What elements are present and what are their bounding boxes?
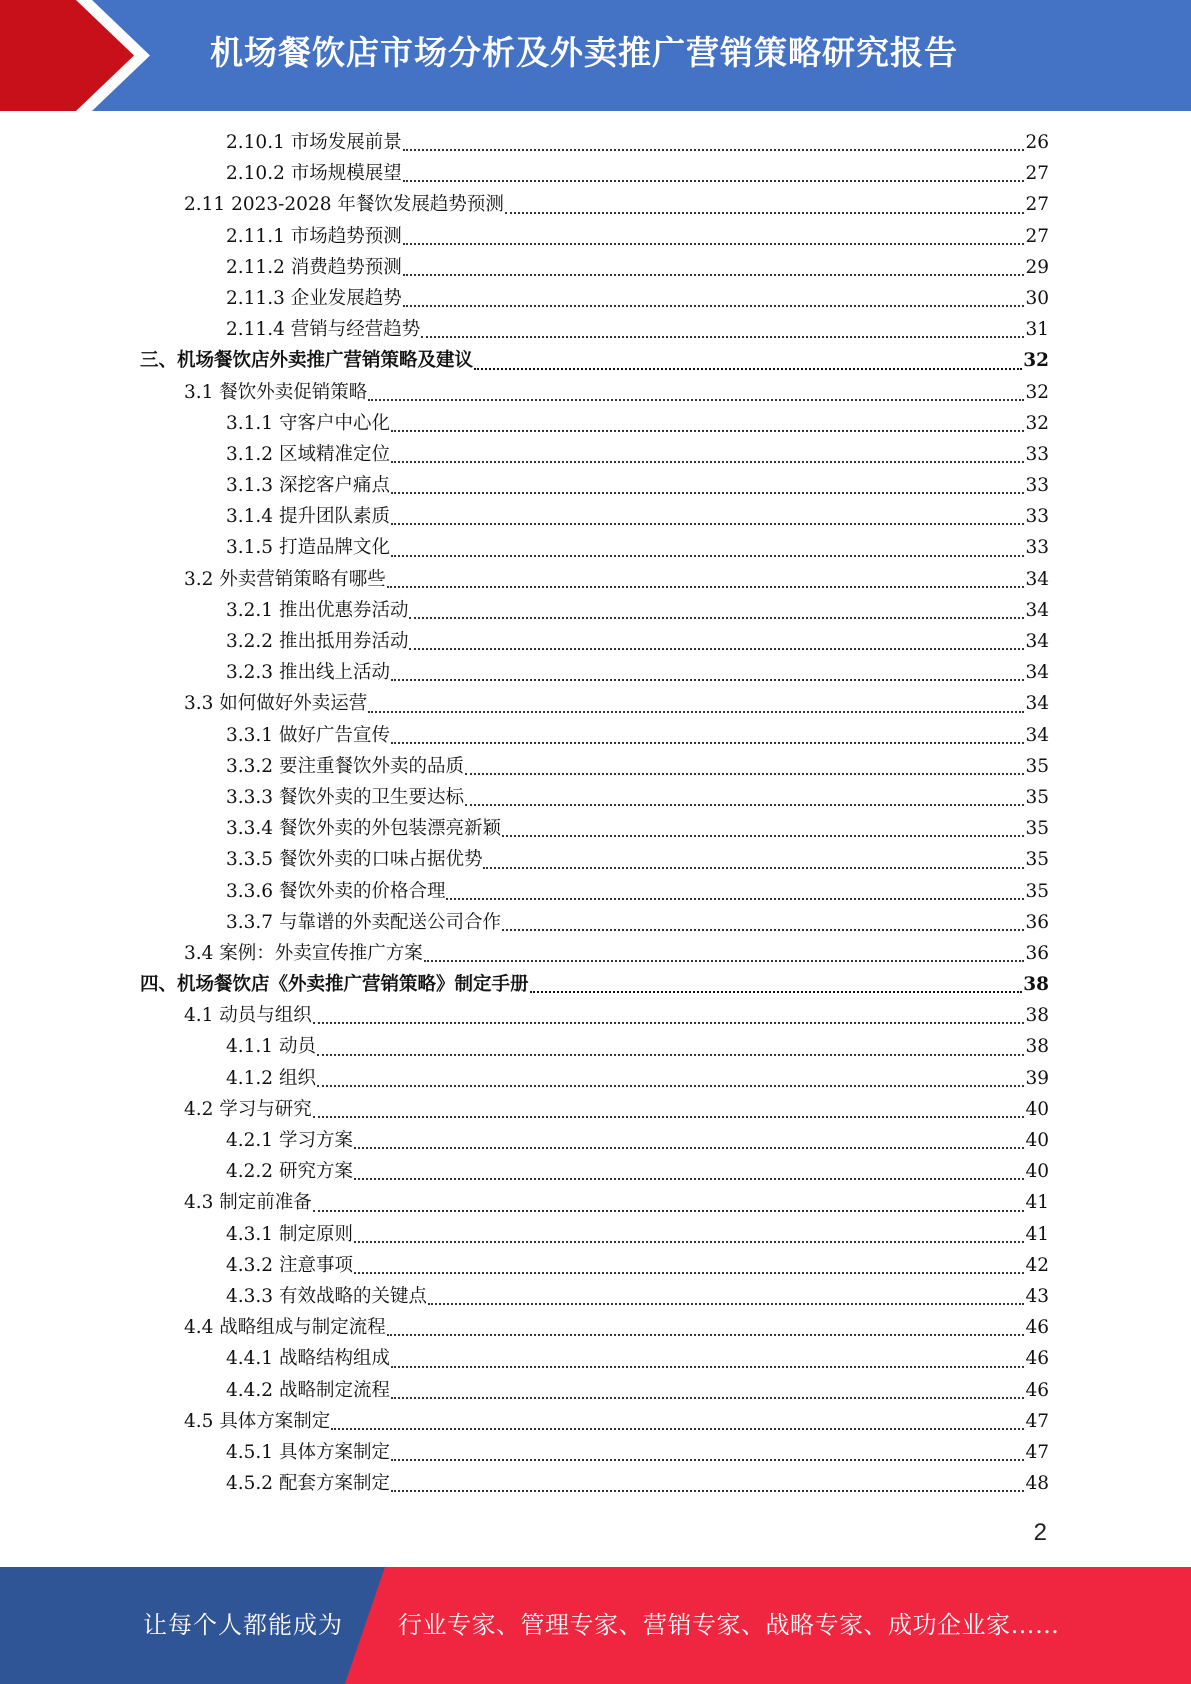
- toc-entry-page: 32: [1025, 381, 1049, 403]
- toc-entry-page: 36: [1025, 942, 1049, 964]
- toc-entry-label: 3.4 案例：外卖宣传推广方案: [184, 942, 423, 964]
- toc-dot-leader: [391, 1366, 1024, 1368]
- toc-entry[interactable]: [0, 1406, 1191, 1437]
- toc-entry[interactable]: [0, 1250, 1191, 1281]
- footer-slogan-right: 行业专家、管理专家、营销专家、战略专家、成功企业家……: [398, 1611, 1060, 1639]
- toc-dot-leader: [391, 1490, 1024, 1492]
- toc-dot-leader: [465, 804, 1024, 806]
- toc-entry-label: 4.4 战略组成与制定流程: [184, 1317, 386, 1339]
- toc-entry-page: 33: [1025, 475, 1049, 497]
- toc-entry[interactable]: [0, 938, 1191, 969]
- toc-entry-label: 4.3.1 制定原则: [226, 1223, 353, 1245]
- toc-entry-label: 3.1.5 打造品牌文化: [226, 537, 390, 559]
- toc-entry[interactable]: [0, 189, 1191, 220]
- toc-dot-leader: [502, 835, 1024, 837]
- toc-dot-leader: [474, 368, 1022, 370]
- toc-entry[interactable]: [0, 345, 1191, 376]
- toc-dot-leader: [505, 212, 1025, 214]
- toc-entry-label: 4.1 动员与组织: [184, 1005, 312, 1027]
- toc-entry[interactable]: [0, 626, 1191, 657]
- toc-entry-page: 40: [1025, 1130, 1049, 1151]
- toc-entry[interactable]: [0, 907, 1191, 938]
- toc-entry-label: 4.1.2 组织: [226, 1067, 316, 1089]
- toc-entry-page: 26: [1025, 132, 1049, 153]
- toc-entry-label: 2.11.3 企业发展趋势: [226, 287, 402, 309]
- toc-entry-label: 3.1.2 区域精准定位: [226, 443, 390, 465]
- toc-entry[interactable]: [0, 595, 1191, 626]
- toc-entry-page: 35: [1025, 849, 1049, 871]
- toc-entry-label: 4.5.1 具体方案制定: [226, 1441, 390, 1463]
- toc-entry-page: 36: [1025, 911, 1049, 933]
- toc-entry[interactable]: [0, 720, 1191, 751]
- toc-entry[interactable]: [0, 1437, 1191, 1468]
- toc-entry[interactable]: [0, 283, 1191, 314]
- toc-dot-leader: [446, 898, 1024, 900]
- toc-dot-leader: [403, 180, 1025, 182]
- toc-entry-page: 34: [1025, 724, 1049, 746]
- toc-entry[interactable]: [0, 408, 1191, 439]
- toc-entry-label: 4.3.2 注意事项: [226, 1254, 353, 1276]
- toc-entry[interactable]: [0, 439, 1191, 470]
- toc-entry-label: 4.5 具体方案制定: [184, 1410, 331, 1432]
- toc-entry[interactable]: [0, 813, 1191, 844]
- toc-dot-leader: [391, 1459, 1024, 1461]
- toc-entry-page: 46: [1025, 1348, 1049, 1370]
- toc-entry[interactable]: [0, 969, 1191, 1000]
- toc-entry[interactable]: [0, 1000, 1191, 1031]
- toc-entry-label: 四、机场餐饮店《外卖推广营销策略》制定手册: [140, 974, 529, 996]
- toc-entry-label: 2.10.2 市场规模展望: [226, 163, 402, 185]
- toc-entry-page: 35: [1025, 880, 1049, 902]
- toc-entry-page: 33: [1025, 506, 1049, 528]
- toc-dot-leader: [313, 1022, 1025, 1024]
- toc-dot-leader: [368, 711, 1024, 713]
- toc-entry[interactable]: [0, 158, 1191, 189]
- toc-entry-page: 38: [1025, 1005, 1049, 1027]
- toc-entry-page: 47: [1025, 1441, 1049, 1463]
- toc-entry-page: 38: [1025, 1036, 1049, 1058]
- toc-entry-page: 46: [1025, 1317, 1049, 1339]
- toc-entry-label: 3.2.1 推出优惠券活动: [226, 599, 409, 621]
- toc-entry-label: 3.3.5 餐饮外卖的口味占据优势: [226, 849, 483, 871]
- toc-dot-leader: [403, 149, 1025, 151]
- toc-dot-leader: [391, 742, 1024, 744]
- toc-entry-page: 32: [1023, 350, 1049, 372]
- toc-entry-page: 29: [1025, 256, 1049, 278]
- toc-dot-leader: [331, 1428, 1024, 1430]
- toc-entry-label: 2.11.4 营销与经营趋势: [226, 319, 421, 341]
- toc-dot-leader: [391, 1397, 1024, 1399]
- toc-entry[interactable]: [0, 1375, 1191, 1406]
- toc-entry[interactable]: [0, 1312, 1191, 1343]
- toc-entry-label: 4.2.2 研究方案: [226, 1161, 353, 1183]
- toc-entry-page: 30: [1025, 287, 1049, 309]
- toc-dot-leader: [424, 960, 1025, 962]
- toc-dot-leader: [483, 867, 1024, 869]
- toc-entry-label: 4.3.3 有效战略的关键点: [226, 1285, 427, 1307]
- toc-entry[interactable]: [0, 688, 1191, 719]
- toc-entry-label: 4.4.1 战略结构组成: [226, 1348, 390, 1370]
- toc-entry-page: 46: [1025, 1379, 1049, 1401]
- toc-entry-page: 34: [1025, 599, 1049, 621]
- toc-entry[interactable]: [0, 221, 1191, 252]
- toc-entry[interactable]: [0, 1219, 1191, 1250]
- toc-entry[interactable]: [0, 1125, 1191, 1156]
- toc-entry[interactable]: [0, 1187, 1191, 1218]
- toc-dot-leader: [409, 648, 1024, 650]
- toc-entry[interactable]: [0, 252, 1191, 283]
- toc-dot-leader: [428, 1303, 1024, 1305]
- toc-entry-label: 4.2.1 学习方案: [226, 1130, 353, 1151]
- toc-dot-leader: [317, 1054, 1025, 1056]
- toc-entry[interactable]: [0, 844, 1191, 875]
- toc-entry[interactable]: [0, 1094, 1191, 1125]
- toc-dot-leader: [391, 461, 1024, 463]
- header-banner: [0, 0, 1191, 111]
- toc-dot-leader: [391, 492, 1024, 494]
- toc-entry-page: 31: [1025, 319, 1049, 341]
- toc-entry-page: 34: [1025, 693, 1049, 715]
- toc-entry-page: 48: [1025, 1473, 1049, 1495]
- toc-entry-page: 33: [1025, 537, 1049, 559]
- toc-entry[interactable]: [0, 876, 1191, 907]
- toc-dot-leader: [354, 1241, 1025, 1243]
- footer-banner: [0, 1567, 1191, 1684]
- toc-entry-label: 3.1.4 提升团队素质: [226, 506, 390, 528]
- toc-entry-label: 3.1 餐饮外卖促销策略: [184, 381, 368, 403]
- toc-entry[interactable]: [0, 532, 1191, 563]
- toc-entry-label: 3.3.4 餐饮外卖的外包装漂亮新颖: [226, 818, 501, 840]
- toc-entry-page: 35: [1025, 786, 1049, 808]
- toc-entry[interactable]: [0, 1343, 1191, 1374]
- toc-entry-page: 43: [1025, 1285, 1049, 1307]
- toc-entry-label: 2.11.2 消费趋势预测: [226, 256, 402, 278]
- toc-dot-leader: [530, 991, 1023, 993]
- toc-entry-label: 3.3.7 与靠谱的外卖配送公司合作: [226, 911, 501, 933]
- header-arrow-decoration: [0, 0, 150, 111]
- toc-entry[interactable]: [0, 1156, 1191, 1187]
- toc-dot-leader: [409, 617, 1024, 619]
- toc-entry-label: 2.11.1 市场趋势预测: [226, 225, 402, 247]
- toc-entry-page: 47: [1025, 1410, 1049, 1432]
- toc-dot-leader: [403, 243, 1025, 245]
- toc-entry-label: 3.3.1 做好广告宣传: [226, 724, 390, 746]
- toc-dot-leader: [354, 1147, 1025, 1149]
- toc-entry[interactable]: [0, 1281, 1191, 1312]
- toc-entry-label: 3.1.3 深挖客户痛点: [226, 475, 390, 497]
- toc-entry-label: 3.3.2 要注重餐饮外卖的品质: [226, 755, 464, 777]
- toc-dot-leader: [368, 399, 1024, 401]
- toc-entry-label: 3.3 如何做好外卖运营: [184, 693, 368, 715]
- toc-entry-page: 41: [1025, 1223, 1049, 1245]
- toc-entry[interactable]: [0, 782, 1191, 813]
- toc-entry-page: 34: [1025, 568, 1049, 590]
- toc-entry[interactable]: [0, 657, 1191, 688]
- footer-slogan-left: 让每个人都能成为: [143, 1611, 343, 1639]
- toc-entry[interactable]: [0, 501, 1191, 532]
- report-title: 机场餐饮店市场分析及外卖推广营销策略研究报告: [210, 33, 958, 72]
- toc-entry-label: 4.5.2 配套方案制定: [226, 1473, 390, 1495]
- toc-entry-label: 2.11 2023-2028 年餐饮发展趋势预测: [184, 194, 504, 216]
- toc-dot-leader: [391, 523, 1024, 525]
- toc-entry-page: 40: [1025, 1098, 1049, 1120]
- toc-entry-page: 27: [1025, 194, 1049, 216]
- toc-entry-label: 4.3 制定前准备: [184, 1192, 312, 1214]
- toc-dot-leader: [421, 336, 1024, 338]
- toc-entry-page: 27: [1025, 225, 1049, 247]
- toc-entry-page: 34: [1025, 631, 1049, 652]
- table-of-contents: [0, 127, 1191, 1499]
- toc-dot-leader: [387, 1334, 1025, 1336]
- toc-dot-leader: [502, 929, 1024, 931]
- toc-dot-leader: [317, 1085, 1025, 1087]
- toc-entry-page: 38: [1023, 974, 1049, 996]
- toc-entry-label: 3.3.3 餐饮外卖的卫生要达标: [226, 786, 464, 808]
- toc-entry-label: 3.2.3 推出线上活动: [226, 662, 390, 684]
- toc-entry-label: 2.10.1 市场发展前景: [226, 132, 402, 153]
- toc-dot-leader: [354, 1178, 1025, 1180]
- toc-entry-page: 40: [1025, 1161, 1049, 1183]
- toc-dot-leader: [391, 555, 1024, 557]
- toc-entry-label: 4.4.2 战略制定流程: [226, 1379, 390, 1401]
- toc-entry-label: 3.2.2 推出抵用券活动: [226, 631, 409, 652]
- toc-dot-leader: [391, 430, 1024, 432]
- toc-entry-label: 三、机场餐饮店外卖推广营销策略及建议: [140, 350, 474, 372]
- toc-entry-page: 39: [1025, 1067, 1049, 1089]
- toc-entry-page: 35: [1025, 818, 1049, 840]
- toc-entry[interactable]: [0, 1031, 1191, 1062]
- toc-entry-label: 4.2 学习与研究: [184, 1098, 312, 1120]
- page-number: 2: [1033, 1519, 1047, 1546]
- toc-dot-leader: [391, 679, 1024, 681]
- toc-dot-leader: [403, 274, 1025, 276]
- toc-dot-leader: [313, 1210, 1025, 1212]
- toc-entry-page: 41: [1025, 1192, 1049, 1214]
- toc-dot-leader: [354, 1272, 1025, 1274]
- toc-entry-page: 42: [1025, 1254, 1049, 1276]
- toc-entry[interactable]: [0, 470, 1191, 501]
- toc-entry-label: 4.1.1 动员: [226, 1036, 316, 1058]
- toc-entry-label: 3.3.6 餐饮外卖的价格合理: [226, 880, 446, 902]
- toc-entry-label: 3.1.1 守客户中心化: [226, 412, 390, 434]
- toc-entry[interactable]: [0, 377, 1191, 408]
- toc-entry[interactable]: [0, 751, 1191, 782]
- toc-entry[interactable]: [0, 127, 1191, 158]
- toc-entry-page: 32: [1025, 412, 1049, 434]
- toc-dot-leader: [403, 305, 1025, 307]
- toc-entry[interactable]: [0, 314, 1191, 345]
- toc-entry[interactable]: [0, 1063, 1191, 1094]
- toc-entry-label: 3.2 外卖营销策略有哪些: [184, 568, 386, 590]
- toc-entry-page: 33: [1025, 443, 1049, 465]
- toc-dot-leader: [313, 1116, 1025, 1118]
- toc-entry[interactable]: [0, 1468, 1191, 1499]
- toc-entry-page: 35: [1025, 755, 1049, 777]
- toc-entry[interactable]: [0, 564, 1191, 595]
- toc-dot-leader: [387, 586, 1025, 588]
- toc-dot-leader: [465, 773, 1024, 775]
- toc-entry-page: 27: [1025, 163, 1049, 185]
- toc-entry-page: 34: [1025, 662, 1049, 684]
